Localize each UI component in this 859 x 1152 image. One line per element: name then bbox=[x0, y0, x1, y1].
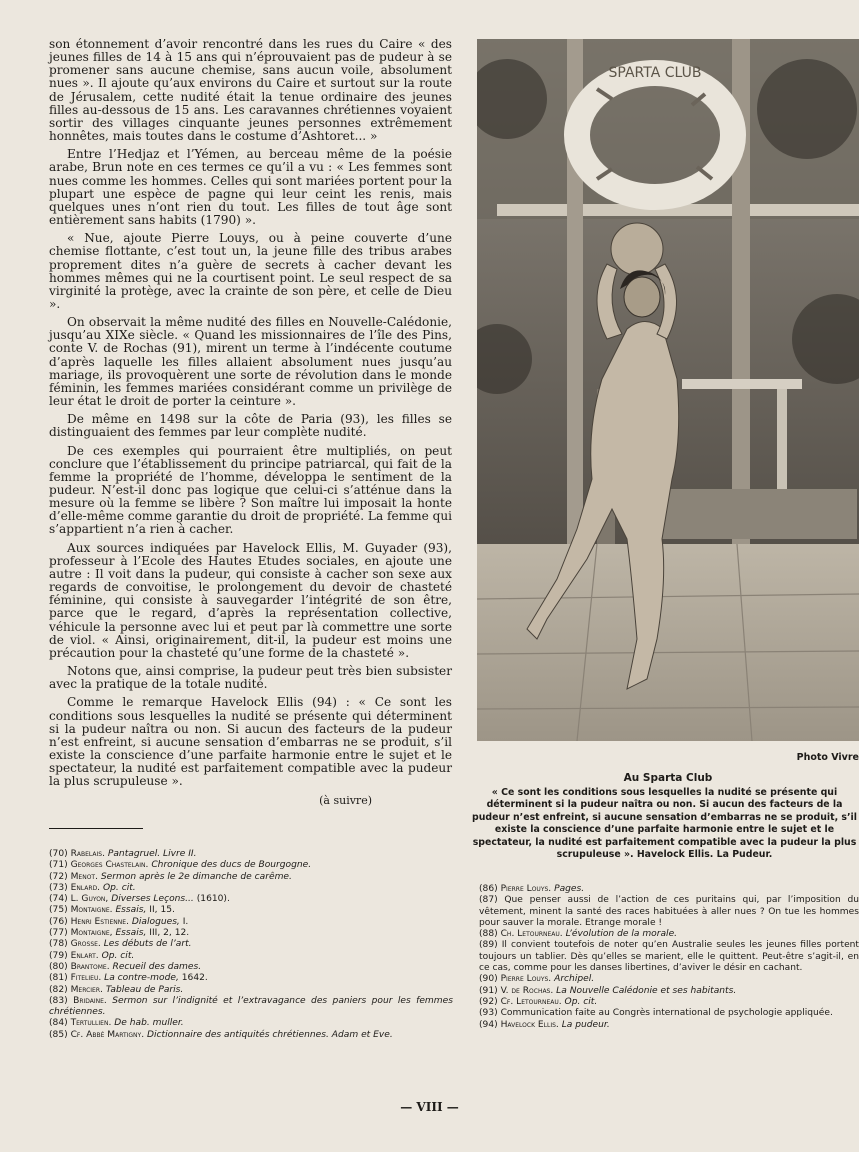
footnote bbox=[479, 1020, 859, 1031]
paragraph: son étonnement d’avoir rencontré dans les rues du Caire « des jeunes filles de 14 à 15 ans qui n’éprouvaient pas de pudeur à se promener sans aucune chemise, sans aucun voile, absolument nues ». Il ajoute qu’aux environs du Caire et surtout sur la route de Jérusalem, cette nudité était la tenue ordinaire des jeunes filles au-dessous de 15 ans. Les caravannes chrétiennes voyaient sortir des villages cinquante jeunes personnes extrêmement honnêtes, mais toutes dans le costume d’Ashtoret... » bbox=[49, 37, 452, 144]
footnote-title: Pantagruel. Livre II. bbox=[107, 849, 197, 859]
footnote-rest: Que penser aussi de l’action de ces puritains qui, par l’imposition du vêtement, minent la santé des races habituées à aller nues ? On tue les hommes pour sauver la morale. Etrange morale ! bbox=[479, 895, 859, 928]
footnote-num: (78) bbox=[49, 939, 68, 950]
footnote bbox=[479, 884, 859, 895]
footnote bbox=[479, 997, 859, 1008]
footnote-author: Enlart. bbox=[70, 950, 99, 961]
footnote bbox=[49, 860, 453, 871]
footnote-title: Sermon après le 2e dimanche de carême. bbox=[100, 871, 292, 882]
footnote-title: Op. cit. bbox=[564, 996, 598, 1007]
paragraph: On observait la même nudité des filles en Nouvelle-Calédonie, jusqu’au XIXe siècle. « Quand les missionnaires de l’île des Pins, conte V. de Rochas (91), mirent un terme à l’indécente coutume d’après laquelle les filles allaient absolument nues jusqu’au mariage, ils provoquèrent une sorte de révolution dans le monde féminin, les femmes mariées considérant comme un privilège de leur état le droit de porter la ceinture ». bbox=[49, 315, 452, 409]
paragraph: Aux sources indiquées par Havelock Ellis, M. Guyader (93), professeur à l’Ecole des Hautes Etudes sociales, en ajoute une autre : Il voit dans la pudeur, qui consiste à cacher son sexe aux regards de convoitise, le prolongement du devoir de chasteté féminine, qui consiste à sauvegarder l’intégrité de son être, parce que le regard, d’après la représentation collective, véhicule la personne avec lui et peut par là commettre une sorte de viol. « Ainsi, originairement, dit-il, la pudeur est moins une précaution pour la chasteté qu’une forme de la chasteté ». bbox=[49, 540, 452, 660]
footnote-num: (76) bbox=[49, 916, 68, 927]
photo-credit: Photo Vivre bbox=[796, 752, 859, 763]
footnote bbox=[479, 895, 859, 929]
footnote-title: La contre-mode, bbox=[104, 973, 179, 984]
footnote-rest: I. bbox=[182, 916, 189, 927]
footnote-title: Op. cit. bbox=[102, 882, 136, 893]
footnote-author: Pierre Louys. bbox=[500, 974, 552, 985]
footnote bbox=[49, 962, 453, 973]
footnote-num: (75) bbox=[49, 905, 68, 916]
footnote-title: L’évolution de la morale. bbox=[565, 929, 678, 940]
footnote bbox=[479, 986, 859, 997]
footnote-rest: Il convient toutefois de noter qu’en Australie seules les jeunes filles portent toujours un tablier. Dès qu’elles se marient, elle le quittent. Peut-être s’agit-il, en ce cas, comme pour les danses libertines, d’aviver le désir en cachant. bbox=[479, 940, 859, 974]
footnotes-right bbox=[479, 884, 859, 1031]
footnote-title: Diverses Leçons... bbox=[111, 894, 194, 905]
page-number: — VIII — bbox=[400, 1100, 459, 1114]
to-be-continued: (à suivre) bbox=[319, 794, 372, 808]
footnote-author: Fitelieu. bbox=[70, 973, 102, 984]
footnote-num: (85) bbox=[49, 1029, 68, 1040]
footnote-num: (91) bbox=[479, 985, 498, 996]
footnote bbox=[49, 905, 453, 916]
paragraph: Entre l’Hedjaz et l’Yémen, au berceau même de la poésie arabe, Brun note en ces termes ce qu’il a vu : « Les femmes sont nues comme les hommes. Celles qui sont mariées portent pour la plupart une espèce de pagne qui leur ceint les renis, mais quelques unes n’ont rien du tout. Les filles de tout âge sont entièrement sans habits (1790) ». bbox=[49, 147, 452, 228]
footnote-title: Dictionnaire des antiquités chrétiennes. Adam et Eve. bbox=[147, 1029, 393, 1040]
footnote bbox=[479, 940, 859, 974]
footnote-num: (90) bbox=[479, 974, 498, 985]
footnote bbox=[49, 951, 453, 962]
footnote-num: (93) bbox=[479, 1008, 498, 1019]
footnote-author: V. de Rochas. bbox=[500, 985, 554, 996]
footnote-author: Henri Estienne. bbox=[70, 916, 129, 927]
footnote-num: (71) bbox=[49, 860, 68, 871]
footnote-author: Montaigne. bbox=[70, 905, 113, 916]
paragraph: Notons que, ainsi comprise, la pudeur peut très bien subsister avec la pratique de la totale nudité. bbox=[49, 664, 452, 692]
footnote-title: La Nouvelle Calédonie et ses habitants. bbox=[556, 985, 737, 996]
footnote-num: (84) bbox=[49, 1018, 68, 1029]
footnote bbox=[49, 894, 453, 905]
footnote bbox=[49, 1018, 453, 1029]
footnote-author: Cf. Letourneau. bbox=[500, 996, 562, 1007]
footnote-title: Les débuts de l’art. bbox=[103, 939, 192, 950]
footnote-author: Mercier. bbox=[70, 984, 103, 995]
footnote-rest: III, 2, 12. bbox=[149, 928, 190, 939]
footnote-title: Recueil des dames. bbox=[112, 961, 202, 972]
footnote bbox=[479, 974, 859, 985]
footnote bbox=[49, 996, 453, 1019]
footnote-rule bbox=[49, 828, 143, 829]
footnote-num: (81) bbox=[49, 973, 68, 984]
footnote bbox=[49, 985, 453, 996]
footnote-num: (72) bbox=[49, 871, 68, 882]
article-body bbox=[49, 38, 452, 808]
footnote-num: (94) bbox=[479, 1019, 498, 1030]
footnote bbox=[49, 917, 453, 928]
footnote-author: Grosse. bbox=[70, 939, 101, 950]
footnote-title: Chronique des ducs de Bourgogne. bbox=[151, 860, 312, 871]
footnote-author: Tertullien. bbox=[70, 1018, 112, 1029]
lifebuoy-text: SPARTA CLUB bbox=[608, 65, 702, 81]
footnote-author: Georges Chastelain. bbox=[70, 860, 149, 871]
footnote bbox=[49, 928, 453, 939]
footnote-num: (80) bbox=[49, 961, 68, 972]
caption-title: Au Sparta Club bbox=[623, 772, 713, 784]
footnote-author: Pierre Louys. bbox=[500, 884, 552, 894]
footnote-author: Havelock Ellis. bbox=[500, 1019, 559, 1030]
footnote bbox=[479, 1008, 859, 1019]
footnote-num: (82) bbox=[49, 984, 68, 995]
footnote bbox=[49, 872, 453, 883]
footnote-num: (88) bbox=[479, 929, 498, 940]
caption-text: « Ce sont les conditions sous lesquelles la nudité se présente qui déterminent si la pudeur naîtra ou non. Si aucun des facteurs de la pudeur n’est enfreint, si aucune sensation d’embarras ne se produit, s’il existe la conscience d’une parfaite harmonie entre le sujet et le spectateur, la nudité est parfaitement compatible avec la pudeur la plus scrupuleuse ». Havelock Ellis. La Pudeur. bbox=[471, 787, 857, 861]
footnote-author: Brantome. bbox=[70, 961, 110, 972]
footnotes-left bbox=[49, 849, 453, 1041]
paragraph: Comme le remarque Havelock Ellis (94) : « Ce sont les conditions sous lesquelles la nudité se présente qui déterminent si la pudeur naîtra ou non. Si aucun des facteurs de la pudeur n’est enfreint, si aucune sensation d’embarras ne se produit, s’il existe la conscience d’une parfaite harmonie entre le sujet et le spectateur, la nudité est parfaitement compatible avec la pudeur la plus scrupuleuse ». bbox=[49, 695, 452, 789]
footnote-author: Enlard. bbox=[70, 882, 101, 893]
footnote-title: De hab. muller. bbox=[114, 1018, 184, 1029]
footnote-title: Dialogues, bbox=[131, 916, 180, 927]
footnote bbox=[49, 939, 453, 950]
photo-illustration bbox=[477, 39, 859, 741]
footnote-num: (70) bbox=[49, 849, 68, 859]
paragraph: De même en 1498 sur la côte de Paria (93), les filles se distinguaient des femmes par leur complète nudité. bbox=[49, 412, 452, 440]
footnote-num: (87) bbox=[479, 895, 498, 906]
footnote-num: (74) bbox=[49, 894, 68, 905]
footnote-rest: II, 15. bbox=[149, 905, 175, 916]
footnote-num: (83) bbox=[49, 995, 68, 1006]
footnote-author: Ch. Letourneau. bbox=[500, 929, 563, 940]
footnote-author: Cf. Abbé Martigny. bbox=[70, 1029, 145, 1040]
footnote-author: Montaigne, bbox=[70, 928, 113, 939]
footnote-title: Sermon sur l’indignité et l’extravagance des paniers pour les femmes chrétiennes. bbox=[49, 995, 453, 1018]
footnote-title: Essais, bbox=[115, 905, 147, 916]
footnote-num: (86) bbox=[479, 884, 498, 894]
footnote-num: (79) bbox=[49, 950, 68, 961]
footnote bbox=[49, 883, 453, 894]
paragraph: « Nue, ajoute Pierre Louys, ou à peine couverte d’une chemise flottante, c’est tout un, la jeune fille des tribus arabes proprement dites n’a guère de secrets à cacher devant les hommes mêmes qui ne la courtisent point. Le seul respect de sa virginité la protège, avec la crainte de son père, et celle de Dieu ». bbox=[49, 231, 452, 311]
footnote-num: (92) bbox=[479, 996, 498, 1007]
footnote-title: Op. cit. bbox=[101, 950, 135, 961]
footnote-rest: (1610). bbox=[196, 894, 230, 905]
footnote-num: (73) bbox=[49, 882, 68, 893]
footnote-author: L. Guyon, bbox=[70, 894, 109, 905]
footnote-num: (77) bbox=[49, 928, 68, 939]
paragraph: De ces exemples qui pourraient être multipliés, on peut conclure que l’établissement du principe patriarcal, qui fait de la femme la propriété de l’homme, développa le sentiment de la pudeur. N’est-il donc pas logique que celui-ci s’atténue dans la mesure où la femme se libère ? Son maître lui imposait la honte d’elle-même comme garantie du droit de propriété. La femme qui s’appartient n’a rien à cacher. bbox=[49, 443, 452, 537]
footnote-title: La pudeur. bbox=[561, 1019, 610, 1030]
footnote bbox=[49, 973, 453, 984]
photograph bbox=[477, 39, 859, 741]
footnote bbox=[49, 1030, 453, 1041]
footnote-title: Tableau de Paris. bbox=[105, 984, 184, 995]
footnote-title: Pages. bbox=[554, 884, 585, 894]
footnote-rest: Communication faite au Congrès international de psychologie appliquée. bbox=[500, 1008, 833, 1019]
footnote bbox=[479, 929, 859, 940]
footnote-title: Essais, bbox=[115, 928, 147, 939]
footnote-num: (89) bbox=[479, 940, 498, 951]
footnote-rest: 1642. bbox=[181, 973, 208, 984]
footnote-author: Bridaine. bbox=[73, 995, 107, 1006]
footnote-title: Archipel. bbox=[554, 974, 595, 985]
footnote bbox=[49, 849, 453, 860]
footnote-author: Rabelais. bbox=[70, 849, 105, 859]
footnote-author: Menot. bbox=[70, 871, 98, 882]
